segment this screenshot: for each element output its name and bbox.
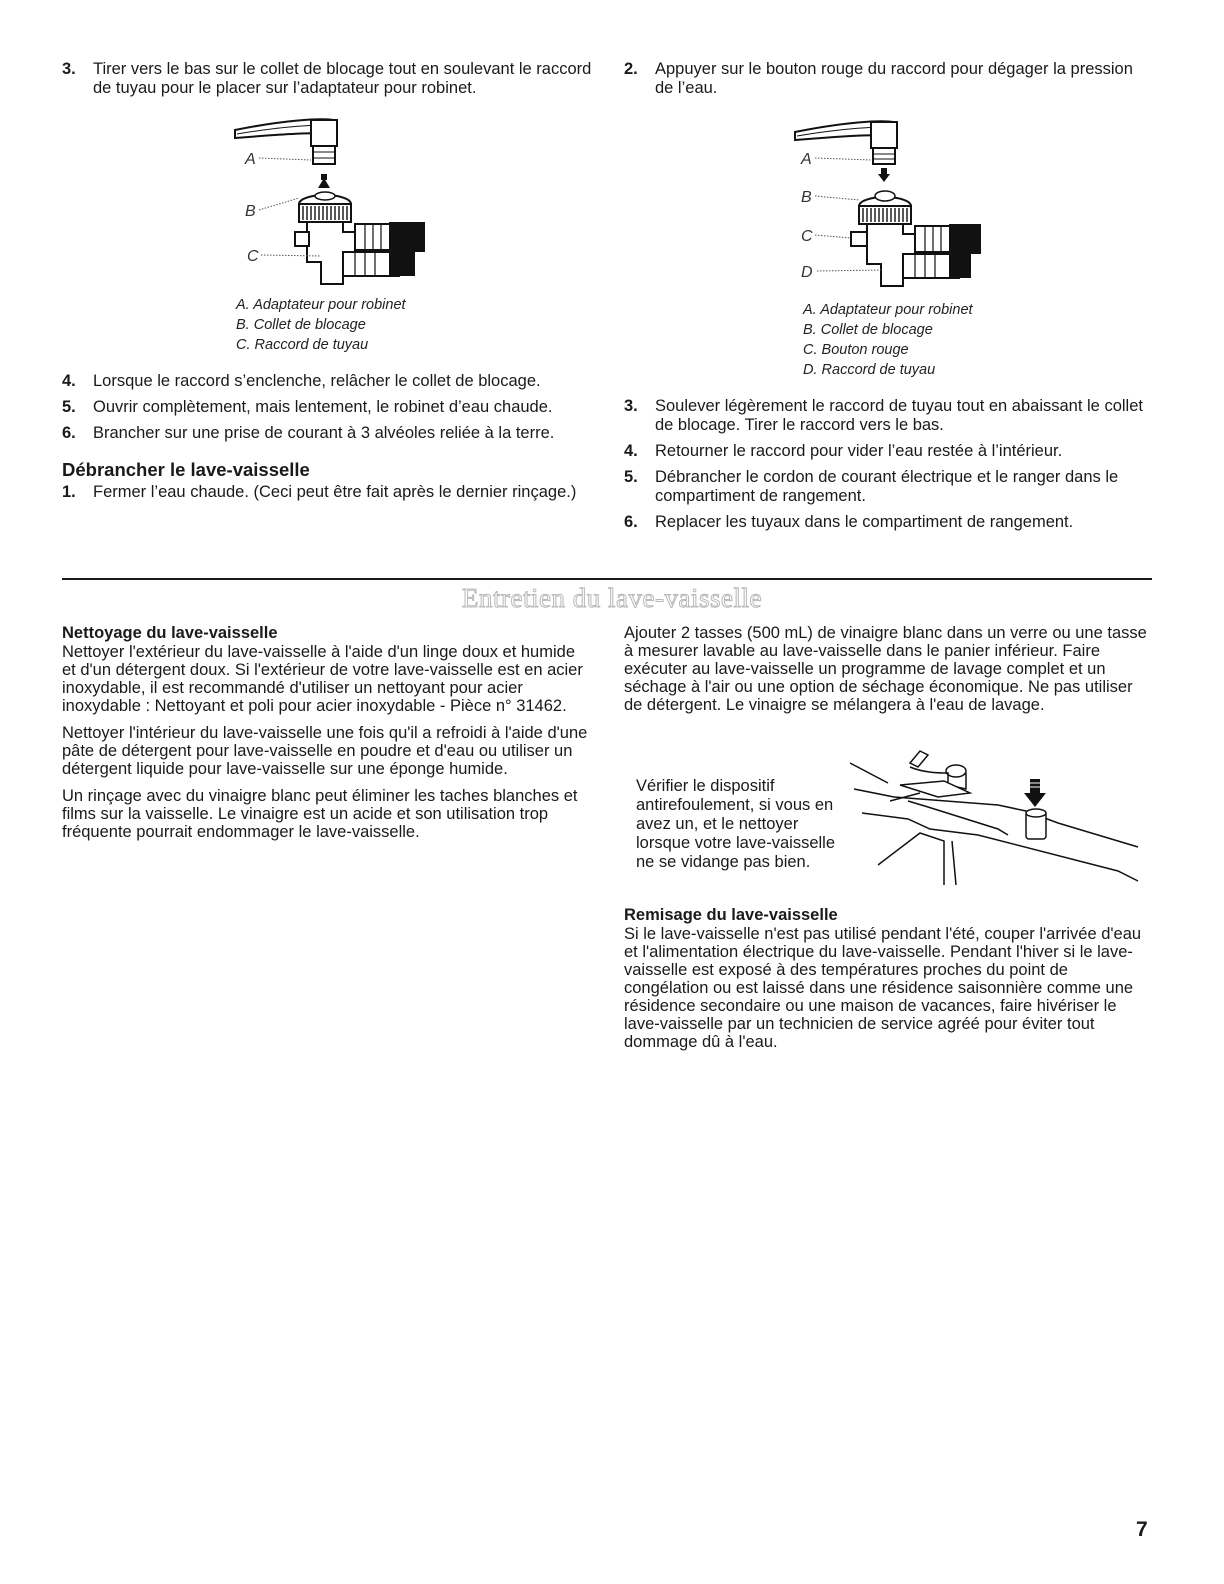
caption-line: D. Raccord de tuyau [803, 362, 936, 378]
step-text: Fermer l’eau chaude. (Ceci peut être fait après le dernier rinçage.) [93, 483, 577, 501]
left-column-top [62, 60, 592, 105]
cleaning-heading: Nettoyage du lave-vaisselle [62, 624, 278, 642]
step-2-release [624, 60, 1154, 98]
figure-label-b: B [245, 203, 256, 220]
right-column-top [624, 60, 1154, 105]
figure-label-d: D [801, 264, 813, 281]
left-steps-4-6 [62, 372, 592, 509]
vinegar-paragraph: Ajouter 2 tasses (500 mL) de vinaigre blanc dans un verre ou une tasse à mesurer lavable au lave-vaisselle dans le panier inférieur. Faire exécuter au lave-vaisselle un programme de lavage complet et un séchage à l'air ou une option de séchage économique. Ne pas utiliser de détergent. Le vinaigre se mélangera à l'eau de lavage. [624, 624, 1147, 714]
caption-line: A. Adaptateur pour robinet [236, 297, 406, 313]
storage-paragraph: Si le lave-vaisselle n'est pas utilisé pendant l'été, couper l'arrivée d'eau et l'alimentation électrique du lave-vaisselle. Pendant l'hiver si le lave-vaisselle est exposé à des températures proches du point de congélation ou est laissé dans une résidence saisonnière comme une résidence secondaire ou une maison de vacances, faire hivériser le lave-vaisselle par un technicien de service agréé pour éviter tout dommage dû à l'eau. [624, 925, 1142, 1051]
step-number: 5. [62, 398, 76, 416]
step-3-attach [62, 60, 592, 98]
page-number: 7 [1136, 1518, 1148, 1541]
faucet-adapter-attach-figure [225, 112, 455, 297]
step-number: 4. [62, 372, 76, 390]
step-5 [62, 398, 592, 417]
cleaning-paragraph: Nettoyer l'intérieur du lave-vaisselle une fois qu'il a refroidi à l'aide d'une pâte de détergent pour lave-vaisselle en poudre et d'eau ou utiliser un détergent liquide pour lave-vaisselle sur une éponge humide. [62, 724, 588, 778]
step-text: Replacer les tuyaux dans le compartiment de rangement. [655, 513, 1074, 531]
figure-caption-right [803, 300, 973, 380]
step-text: Appuyer sur le bouton rouge du raccord pour dégager la pression de l’eau. [655, 60, 1133, 97]
caption-line: B. Collet de blocage [803, 322, 933, 338]
figure-caption-left [236, 295, 406, 355]
step-text: Débrancher le cordon de courant électrique et le ranger dans le compartiment de rangement. [655, 468, 1119, 505]
figure-label-c: C [801, 228, 813, 245]
step-number: 2. [624, 60, 638, 78]
step-1-disconnect [62, 483, 592, 502]
step-6 [62, 424, 592, 443]
cleaning-paragraph: Un rinçage avec du vinaigre blanc peut éliminer les taches blanches et films sur la vaisselle. Le vinaigre est un acide et son utilisation trop fréquente pourrait endommager le lave-vaisselle. [62, 787, 578, 841]
step-4 [62, 372, 592, 391]
step-number: 4. [624, 442, 638, 460]
airgap-note [636, 777, 836, 872]
step-text: Retourner le raccord pour vider l’eau restée à l’intérieur. [655, 442, 1063, 460]
section-divider [62, 578, 1152, 580]
cleaning-section [62, 624, 592, 850]
airgap-note-text: Vérifier le dispositif antirefoulement, si vous en avez un, et le nettoyer lorsque votre lave-vaisselle ne se vidange pas bien. [636, 777, 836, 871]
storage-section [624, 906, 1154, 1051]
cleaning-paragraph: Nettoyer l'extérieur du lave-vaisselle à l'aide d'un linge doux et humide et d'un détergent doux. Si l'extérieur de votre lave-vaisselle est en acier inoxydable, il est recommandé d'utiliser un nettoyant pour acier inoxydable : Nettoyant et poli pour acier inoxydable - Pièce n° 31462. [62, 643, 583, 715]
step-text: Lorsque le raccord s’enclenche, relâcher le collet de blocage. [93, 372, 541, 390]
caption-line: B. Collet de blocage [236, 317, 366, 333]
section-title: Entretien du lave-vaisselle [462, 583, 762, 613]
step-5 [624, 468, 1154, 506]
disconnect-heading: Débrancher le lave-vaisselle [62, 459, 310, 480]
step-number: 3. [624, 397, 638, 415]
step-text: Soulever légèrement le raccord de tuyau tout en abaissant le collet de blocage. Tirer le raccord vers le bas. [655, 397, 1143, 434]
right-steps-3-6 [624, 397, 1154, 539]
sink-airgap-figure [848, 745, 1148, 895]
caption-line: A. Adaptateur pour robinet [803, 302, 973, 318]
step-number: 6. [624, 513, 638, 531]
figure-label-a: A [245, 151, 256, 168]
step-text: Brancher sur une prise de courant à 3 alvéoles reliée à la terre. [93, 424, 555, 442]
step-6 [624, 513, 1154, 532]
storage-heading: Remisage du lave-vaisselle [624, 906, 838, 924]
figure-label-a: A [801, 151, 812, 168]
step-text: Ouvrir complètement, mais lentement, le robinet d’eau chaude. [93, 398, 553, 416]
figure-label-b: B [801, 189, 812, 206]
step-number: 3. [62, 60, 76, 78]
caption-line: C. Raccord de tuyau [236, 337, 369, 353]
vinegar-section [624, 624, 1154, 714]
faucet-adapter-release-figure [785, 114, 1015, 299]
step-number: 6. [62, 424, 76, 442]
step-3 [624, 397, 1154, 435]
step-number: 1. [62, 483, 76, 501]
caption-line: C. Bouton rouge [803, 342, 909, 358]
figure-label-c: C [247, 248, 259, 265]
step-4 [624, 442, 1154, 461]
step-text: Tirer vers le bas sur le collet de blocage tout en soulevant le raccord de tuyau pour le placer sur l’adaptateur pour robinet. [93, 60, 592, 97]
step-number: 5. [624, 468, 638, 486]
